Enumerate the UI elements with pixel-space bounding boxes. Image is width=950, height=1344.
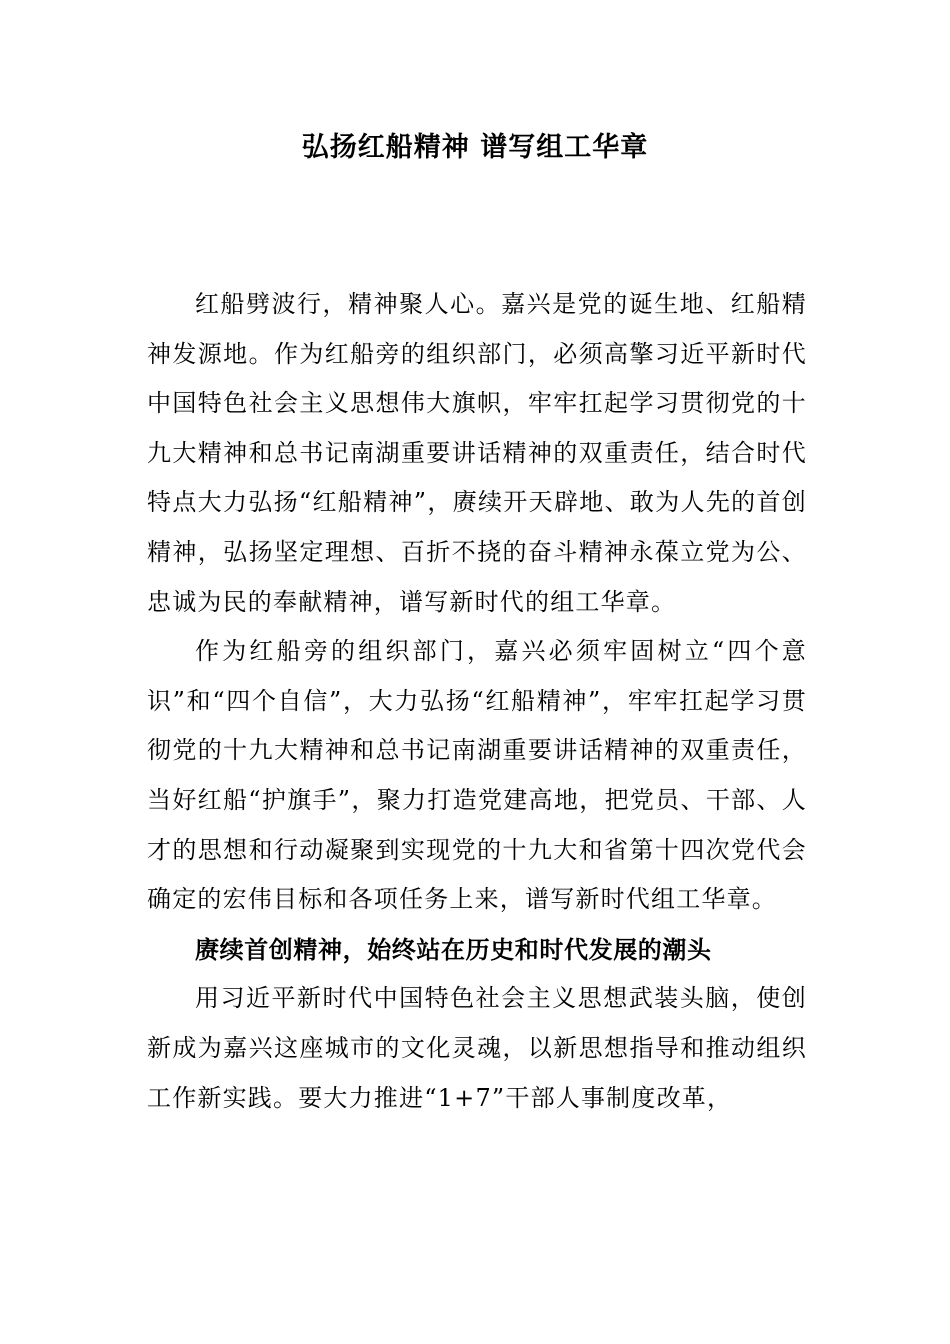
document-title: 弘扬红船精神 谱写组工华章 bbox=[301, 132, 649, 163]
paragraph-second: 作为红船旁的组织部门，嘉兴必须牢固树立“四个意识”和“四个自信”，大力弘扬“红船精神”，牢牢扛起学习贯彻党的十九大精神和总书记南湖重要讲话精神的双重责任，当好红船“护旗手”，聚力打造党建高地，把党员、干部、人才的思想和行动凝聚到实现党的十九大和省第十四次党代会确定的宏伟目标和各项任务上来，谱写新时代组工华章。 bbox=[147, 637, 807, 914]
section-heading: 赓续首创精神，始终站在历史和时代发展的潮头 bbox=[195, 934, 712, 964]
paragraph-section: 用习近平新时代中国特色社会主义思想武装头脑，使创新成为嘉兴这座城市的文化灵魂，以新思想指导和推动组织工作新实践。要大力推进“1+7”干部人事制度改革， bbox=[147, 984, 807, 1112]
paragraph-intro: 红船劈波行，精神聚人心。嘉兴是党的诞生地、红船精神发源地。作为红船旁的组织部门，必须高擎习近平新时代中国特色社会主义思想伟大旗帜，牢牢扛起学习贯彻党的十九大精神和总书记南湖重要讲话精神的双重责任，结合时代特点大力弘扬“红船精神”，赓续开天辟地、敢为人先的首创精神，弘扬坚定理想、百折不挠的奋斗精神永葆立党为公、忠诚为民的奉献精神，谱写新时代的组工华章。 bbox=[147, 290, 807, 616]
document-body bbox=[147, 280, 807, 1123]
